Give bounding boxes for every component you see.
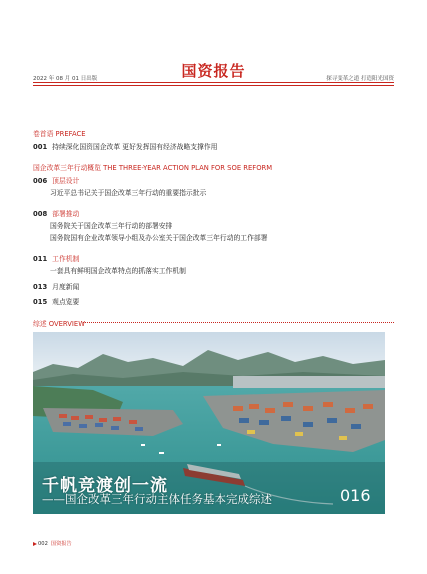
toc-entry-mechanism[interactable] bbox=[33, 253, 79, 263]
toc-entry-title[interactable]: 习近平总书记关于国企改革三年行动的重要指示批示 bbox=[50, 189, 207, 197]
magazine-slogan: 探寻变革之道 打造阳光国资 bbox=[326, 76, 394, 82]
toc-page-number: 008 bbox=[33, 210, 48, 218]
header-rule bbox=[33, 82, 394, 83]
toc-entry-title[interactable]: 国务院国有企业改革领导小组及办公室关于国企改革三年行动的工作部署 bbox=[50, 234, 268, 242]
toc-entry-top-design[interactable] bbox=[33, 175, 79, 185]
magazine-title: 国资报告 bbox=[181, 62, 246, 80]
feature-title: 千帆竞渡创一流 bbox=[42, 476, 168, 496]
section-overview: 综述 OVERVIEW bbox=[33, 320, 85, 328]
section-preface: 卷首语 PREFACE bbox=[33, 130, 86, 138]
toc-page-number: 013 bbox=[33, 283, 48, 291]
toc-page-number: 001 bbox=[33, 143, 48, 151]
publish-date: 2022 年 08 月 01 日出版 bbox=[33, 76, 98, 82]
toc-subsection-label: 部署推动 bbox=[52, 210, 80, 218]
toc-page-number: 011 bbox=[33, 255, 48, 263]
footer-brand: 国资报告 bbox=[50, 541, 72, 547]
toc-entry-monthly-news[interactable] bbox=[33, 281, 79, 291]
toc-entry-title[interactable]: 一套具有鲜明国企改革特点的抓落实工作机制 bbox=[50, 267, 186, 275]
footer-page-number: 002 bbox=[38, 541, 48, 547]
toc-entry-deployment[interactable] bbox=[33, 208, 79, 218]
toc-subsection-label: 工作机制 bbox=[52, 255, 80, 263]
toc-entry-viewpoints[interactable] bbox=[33, 296, 79, 306]
page-footer bbox=[33, 540, 72, 547]
triangle-marker-icon bbox=[33, 542, 37, 546]
toc-entry-title: 观点览要 bbox=[52, 298, 80, 306]
toc-entry-title[interactable]: 国务院关于国企改革三年行动的部署安排 bbox=[50, 222, 173, 230]
overview-dotted-rule bbox=[83, 322, 394, 323]
toc-subsection-label: 顶层设计 bbox=[52, 177, 80, 185]
toc-entry[interactable] bbox=[33, 141, 217, 151]
toc-page-number: 015 bbox=[33, 298, 48, 306]
feature-subtitle: ——国企改革三年行动主体任务基本完成综述 bbox=[42, 492, 272, 506]
toc-entry-title: 月度新闻 bbox=[52, 283, 80, 291]
feature-page-number: 016 bbox=[340, 486, 371, 505]
header-rule-thin bbox=[33, 85, 394, 86]
section-three-year-plan: 国企改革三年行动概览 THE THREE-YEAR ACTION PLAN FOR SOE REFORM bbox=[33, 164, 273, 172]
toc-page-number: 006 bbox=[33, 177, 48, 185]
toc-entry-title: 持续深化国资国企改革 更好发挥国有经济战略支撑作用 bbox=[52, 143, 218, 151]
